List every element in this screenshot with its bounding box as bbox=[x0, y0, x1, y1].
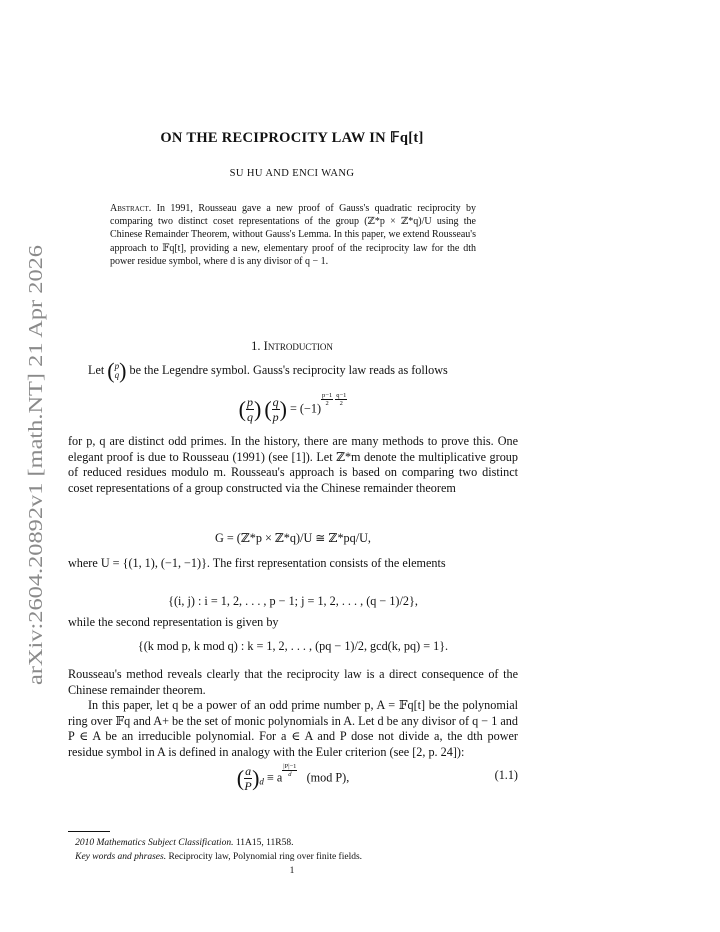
abstract-label: Abstract. bbox=[110, 203, 152, 214]
intro-paragraph-3: where U = {(1, 1), (−1, −1)}. The first representation consists of the elements bbox=[68, 556, 446, 570]
section-number: 1. bbox=[251, 339, 261, 353]
equation-power-residue: ( $\frac{a}{P}$ )$_d \equiv a$ $^{\frac{|P|-1}{d}}$ (mod P), bbox=[236, 762, 350, 793]
equation-reciprocity: ( $\frac{p}{q}$ ) ( $\frac{q}{p}$ ) = (−1) $^{\frac{p-1}{2} \frac{q-1}{2}}$ bbox=[238, 391, 347, 424]
footnote-keywords bbox=[68, 851, 518, 864]
arxiv-stamp-svg bbox=[2, 240, 54, 690]
equation-second-representation: {(k mod p, k mod q) : k = 1, 2, . . . , (pq − 1)/2, gcd(k, pq) = 1}. bbox=[137, 639, 449, 653]
intro-paragraph-6: In this paper, let q be a power of an odd prime number p, A = 𝔽q[t] be the polynomial ring over 𝔽q and A+ be the set of monic polynomials in A. Let d be any divisor of q − 1 and P ∈ A be an irreducible polynomial. For a ∈ A and P dose not divide a, the dth power residue symbol in A is defined in analogy with the Euler criterion (see [2, p. 24]): bbox=[68, 698, 518, 759]
paper-authors: SU HU AND ENCI WANG bbox=[229, 168, 355, 179]
eq5-mod: (mod P), bbox=[306, 770, 350, 785]
section-title: Introduction bbox=[263, 339, 333, 353]
footnote-msc bbox=[68, 837, 518, 850]
intro-paragraph-1 bbox=[88, 358, 518, 384]
equation-first-representation: {(i, j) : i = 1, 2, . . . , p − 1; j = 1, 2, . . . , (q − 1)/2}, bbox=[168, 594, 418, 608]
arxiv-stamp-text: arXiv:2604.20892v1 [math.NT] 21 Apr 2026 bbox=[25, 314, 47, 685]
abstract bbox=[110, 202, 476, 268]
footnote-rule bbox=[68, 831, 110, 832]
page-number: 1 bbox=[289, 866, 295, 876]
paper-title: ON THE RECIPROCITY LAW IN 𝔽q[t] bbox=[160, 130, 424, 146]
arxiv-stamp bbox=[2, 240, 54, 690]
intro-paragraph-5: Rousseau's method reveals clearly that the reciprocity law is a direct consequence of the Chinese remainder theorem. bbox=[68, 667, 518, 697]
legendre-symbol: p q bbox=[114, 361, 120, 380]
msc-label: 2010 Mathematics Subject Classification. bbox=[75, 838, 234, 848]
section-heading bbox=[0, 339, 584, 354]
intro-paragraph-4: while the second representation is given by bbox=[68, 615, 279, 629]
equation-number: (1.1) bbox=[494, 768, 518, 782]
p1-after: be the Legendre symbol. Gauss's reciprocity law reads as follows bbox=[129, 362, 448, 377]
legendre-right-paren: ) bbox=[119, 358, 127, 384]
intro-paragraph-2: for p, q are distinct odd primes. In the history, there are many methods to prove this. One elegant proof is due to Rousseau (1991) (see [1]). Let ℤ*m denote the multiplicative group of reduced residues modulo m. Rousseau's approach is based on comparing two distinct coset representations of a group constructed via the Chinese remainder theorem bbox=[68, 434, 518, 495]
msc-value: 11A15, 11R58. bbox=[235, 838, 294, 848]
legendre-left-paren: ( bbox=[107, 358, 115, 384]
keywords-value: Reciprocity law, Polynomial ring over finite fields. bbox=[168, 852, 363, 862]
p1-before: Let bbox=[88, 362, 105, 377]
abstract-text: In 1991, Rousseau gave a new proof of Gauss's quadratic reciprocity by comparing two distinct coset representations of the group (ℤ*p × ℤ*q)/U using the Chinese Remainder Theorem, without Gauss's Lemma. In this paper, we extend Rousseau's approach to 𝔽q[t], providing a new, elementary proof of the reciprocity law for the dth power residue symbol, where d is any divisor of q − 1. bbox=[110, 203, 477, 267]
equation-group: G = (ℤ*p × ℤ*q)/U ≅ ℤ*pq/U, bbox=[215, 531, 371, 545]
eq1-rhs: = (−1) bbox=[290, 401, 322, 416]
keywords-label: Key words and phrases. bbox=[75, 852, 167, 862]
eq5-equiv: ≡ a bbox=[266, 770, 283, 785]
